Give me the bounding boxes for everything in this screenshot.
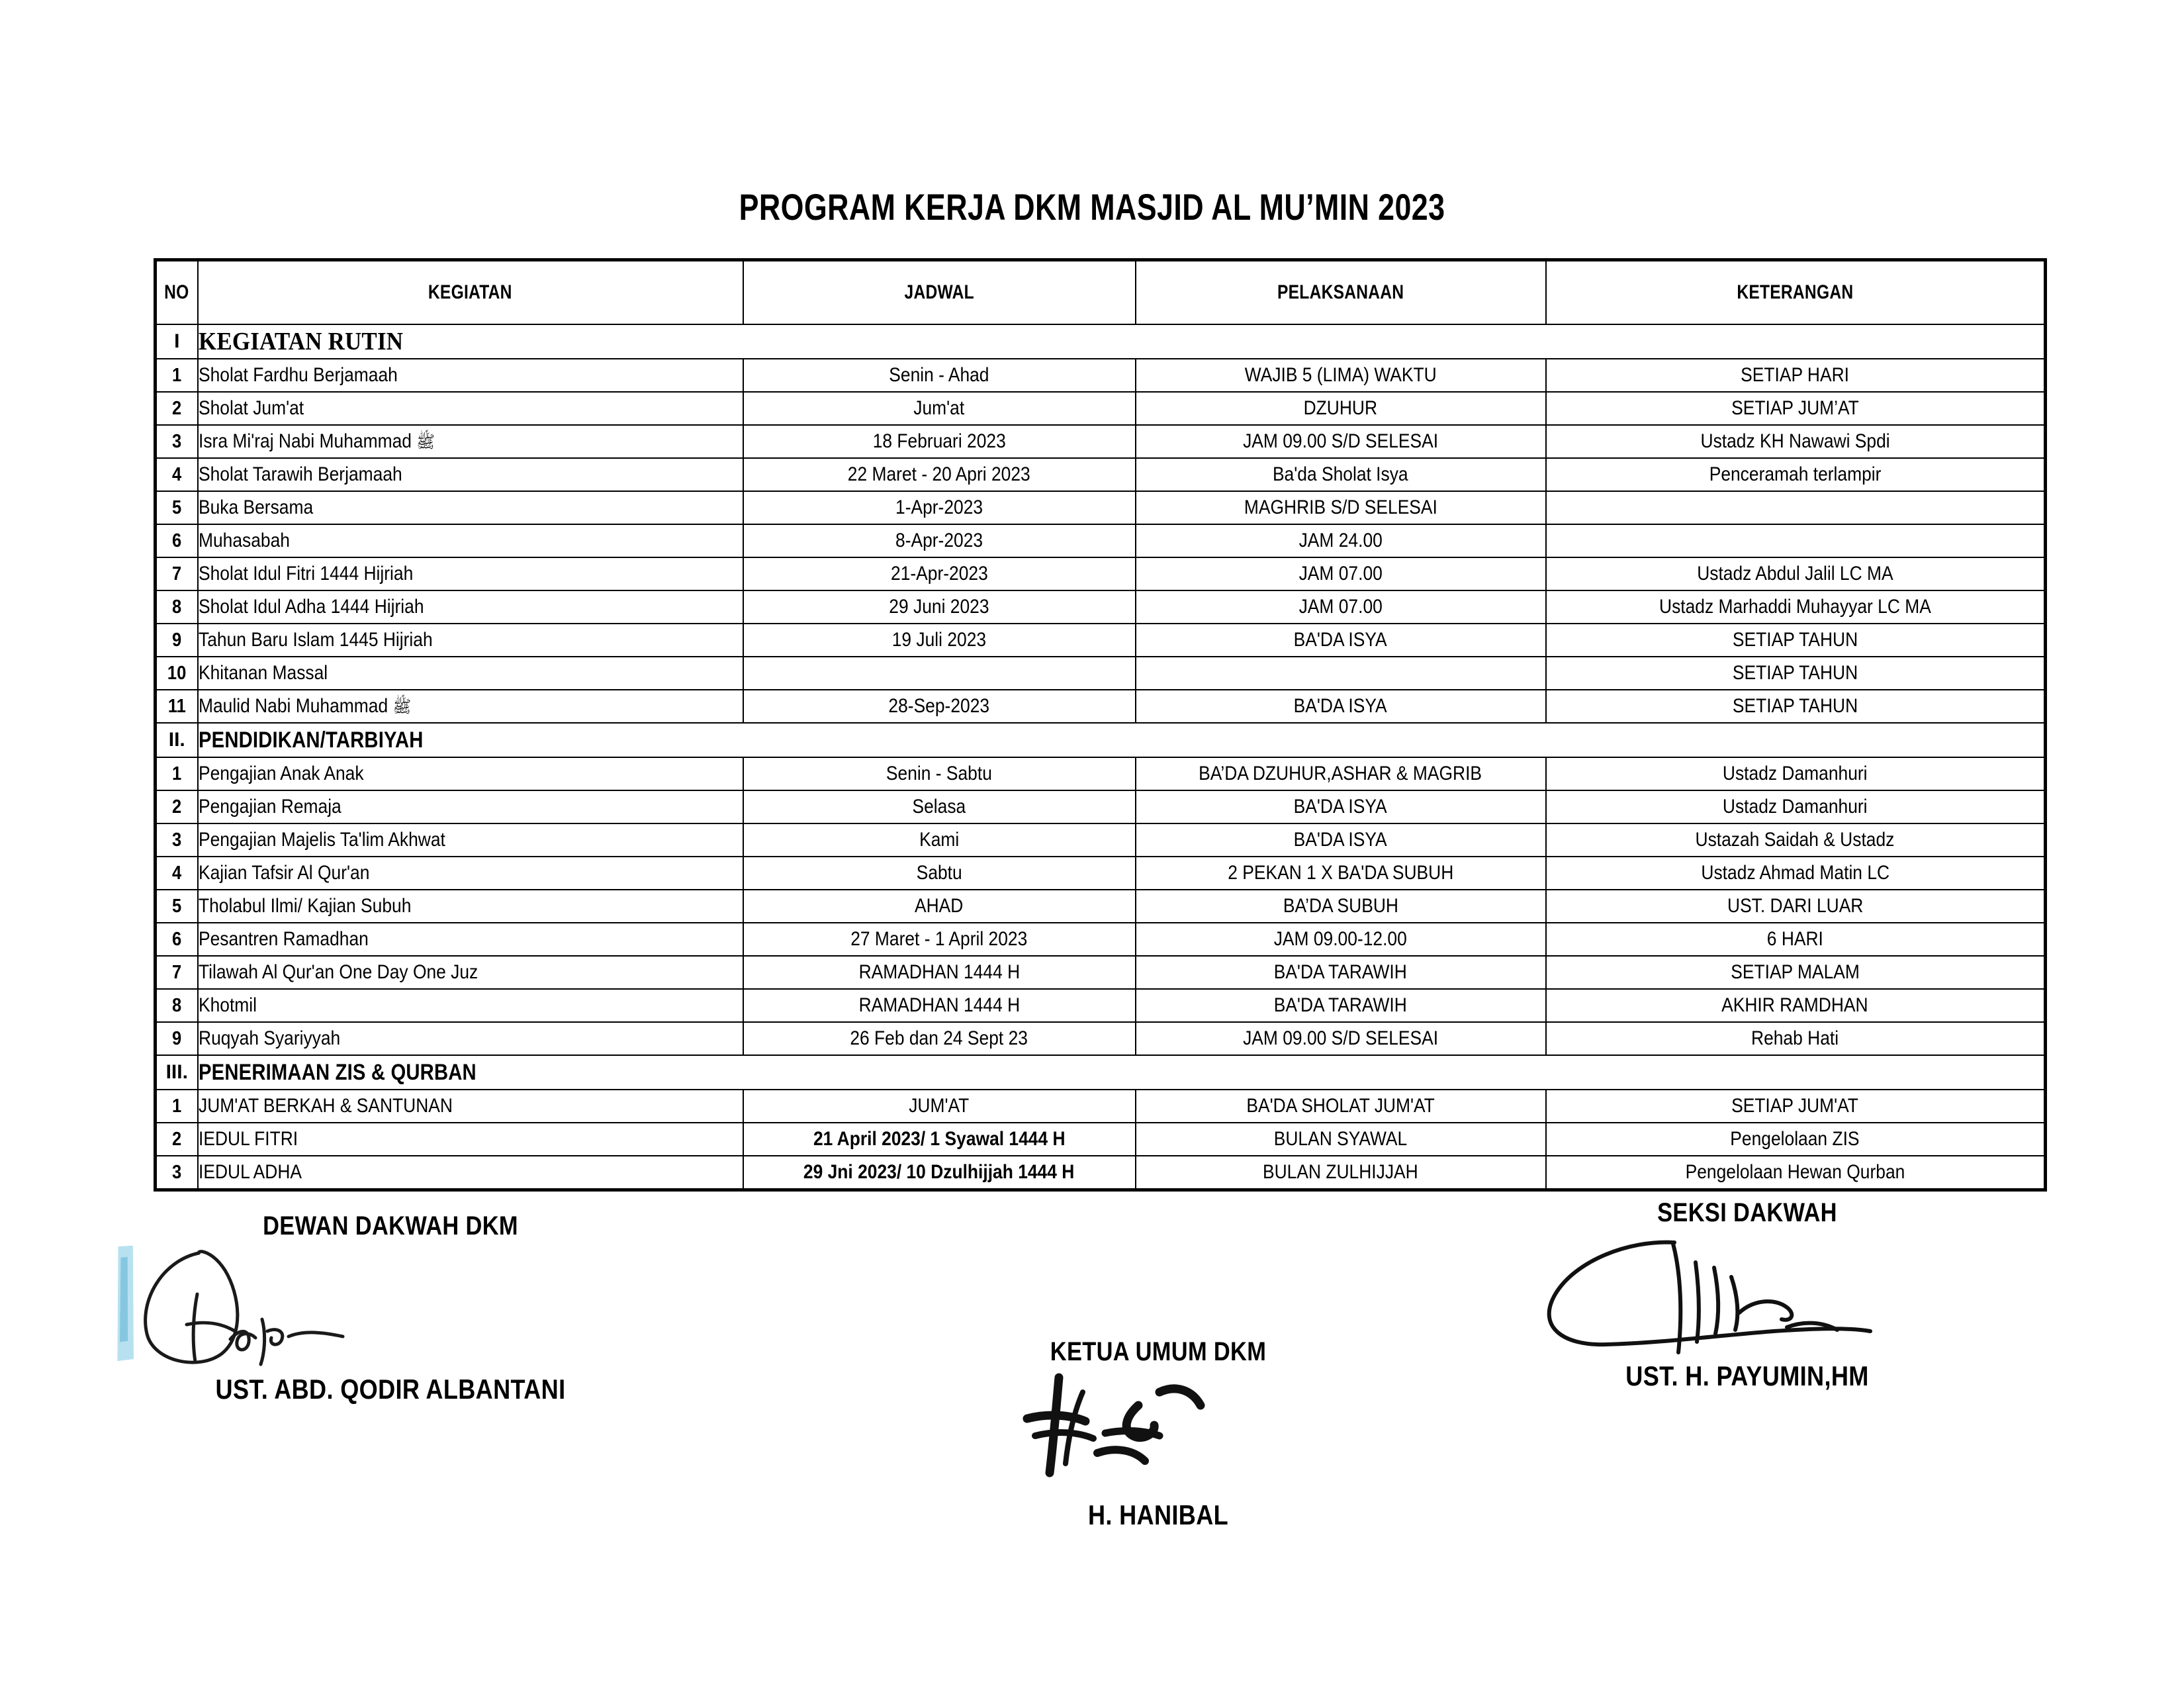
cell-kegiatan-text: Maulid Nabi Muhammad ﷺ bbox=[198, 695, 411, 717]
table-row bbox=[156, 989, 2046, 1022]
page-title: PROGRAM KERJA DKM MASJID AL MU’MIN 2023 bbox=[739, 186, 1445, 228]
cell-keterangan bbox=[1546, 491, 2046, 524]
cell-kegiatan bbox=[198, 524, 743, 557]
cell-jadwal bbox=[743, 458, 1136, 491]
cell-no bbox=[156, 890, 198, 923]
table-row bbox=[156, 956, 2046, 989]
cell-pelaksanaan bbox=[1136, 491, 1546, 524]
cell-no-text: 5 bbox=[172, 895, 182, 917]
cell-pelaksanaan bbox=[1136, 590, 1546, 624]
cell-no bbox=[156, 823, 198, 857]
cell-jadwal bbox=[743, 989, 1136, 1022]
signature-block-dewan-dakwah bbox=[99, 1211, 682, 1405]
cell-jadwal bbox=[743, 956, 1136, 989]
cell-kegiatan-text: Tilawah Al Qur'an One Day One Juz bbox=[198, 961, 478, 983]
cell-keterangan-text: Ustazah Saidah & Ustadz bbox=[1695, 829, 1895, 851]
cell-keterangan bbox=[1546, 989, 2046, 1022]
cell-pelaksanaan bbox=[1136, 757, 1546, 790]
cell-pelaksanaan-text: BA’DA DZUHUR,ASHAR & MAGRIB bbox=[1199, 763, 1482, 784]
table-row bbox=[156, 491, 2046, 524]
cell-keterangan-text: Ustadz Ahmad Matin LC bbox=[1700, 862, 1889, 884]
cell-no-text: 9 bbox=[172, 1027, 182, 1049]
sallallahu-alayhi-wasallam-icon: ﷺ bbox=[416, 432, 435, 452]
cell-jadwal bbox=[743, 1123, 1136, 1156]
column-header-label: NO bbox=[164, 281, 189, 303]
table-row bbox=[156, 657, 2046, 690]
section-title-label: PENERIMAAN ZIS & QURBAN bbox=[198, 1059, 477, 1085]
cell-jadwal-text: 28-Sep-2023 bbox=[888, 695, 990, 717]
cell-jadwal bbox=[743, 524, 1136, 557]
table-row bbox=[156, 1156, 2046, 1190]
column-header-jadwal bbox=[743, 260, 1136, 325]
cell-kegiatan bbox=[198, 491, 743, 524]
column-header-keterangan bbox=[1546, 260, 2046, 325]
section-title bbox=[198, 1055, 2046, 1090]
cell-kegiatan-text: Pengajian Remaja bbox=[198, 796, 341, 818]
cell-kegiatan bbox=[198, 458, 743, 491]
cell-jadwal-text: RAMADHAN 1444 H bbox=[858, 961, 1020, 983]
cell-keterangan-text: SETIAP JUM'AT bbox=[1731, 1095, 1859, 1117]
cell-pelaksanaan-text: BA'DA ISYA bbox=[1293, 796, 1388, 818]
cell-jadwal bbox=[743, 923, 1136, 956]
cell-jadwal-text: Senin - Sabtu bbox=[886, 763, 992, 784]
cell-keterangan-text: SETIAP HARI bbox=[1741, 364, 1850, 386]
cell-jadwal bbox=[743, 491, 1136, 524]
cell-keterangan bbox=[1546, 790, 2046, 823]
cell-jadwal-text: 26 Feb dan 24 Sept 23 bbox=[850, 1027, 1028, 1049]
cell-kegiatan bbox=[198, 557, 743, 590]
section-header-row bbox=[156, 723, 2046, 757]
cell-no-text: 1 bbox=[172, 1095, 182, 1117]
cell-kegiatan-text: Khitanan Massal bbox=[198, 662, 328, 684]
table-row bbox=[156, 425, 2046, 458]
cell-keterangan-text: UST. DARI LUAR bbox=[1727, 895, 1863, 917]
cell-pelaksanaan bbox=[1136, 458, 1546, 491]
cell-kegiatan bbox=[198, 757, 743, 790]
table-row bbox=[156, 923, 2046, 956]
cell-pelaksanaan bbox=[1136, 1090, 1546, 1123]
cell-no-text: 3 bbox=[172, 1161, 182, 1183]
cell-pelaksanaan-text: JAM 07.00 bbox=[1298, 596, 1383, 618]
cell-pelaksanaan bbox=[1136, 557, 1546, 590]
handwritten-signature-icon bbox=[1476, 1228, 2019, 1360]
cell-pelaksanaan bbox=[1136, 1123, 1546, 1156]
cell-pelaksanaan-text: BULAN SYAWAL bbox=[1273, 1128, 1408, 1150]
cell-jadwal bbox=[743, 359, 1136, 392]
cell-no bbox=[156, 557, 198, 590]
cell-no bbox=[156, 392, 198, 425]
cell-pelaksanaan-text: BA'DA ISYA bbox=[1293, 695, 1388, 717]
cell-jadwal bbox=[743, 890, 1136, 923]
signature-name: UST. H. PAYUMIN,HM bbox=[1625, 1360, 1869, 1391]
cell-kegiatan bbox=[198, 359, 743, 392]
cell-no bbox=[156, 458, 198, 491]
cell-kegiatan-text: Kajian Tafsir Al Qur'an bbox=[198, 862, 369, 884]
table-row bbox=[156, 790, 2046, 823]
cell-pelaksanaan bbox=[1136, 392, 1546, 425]
cell-no-text: 4 bbox=[172, 463, 182, 485]
cell-kegiatan bbox=[198, 690, 743, 723]
column-header-pelaksanaan bbox=[1136, 260, 1546, 325]
cell-keterangan bbox=[1546, 1123, 2046, 1156]
cell-keterangan bbox=[1546, 823, 2046, 857]
section-numeral: I bbox=[156, 324, 198, 359]
cell-no bbox=[156, 624, 198, 657]
cell-jadwal-text: 29 Juni 2023 bbox=[889, 596, 989, 618]
cell-pelaksanaan-text: JAM 09.00-12.00 bbox=[1273, 928, 1408, 950]
column-header-kegiatan bbox=[198, 260, 743, 325]
cell-jadwal bbox=[743, 657, 1136, 690]
cell-keterangan-text: AKHIR RAMDHAN bbox=[1721, 994, 1868, 1016]
cell-pelaksanaan-text: BA’DA SUBUH bbox=[1283, 895, 1398, 917]
cell-pelaksanaan bbox=[1136, 1156, 1546, 1190]
cell-kegiatan-text: IEDUL ADHA bbox=[198, 1161, 302, 1183]
cell-keterangan-text: SETIAP MALAM bbox=[1730, 961, 1860, 983]
cell-jadwal-text: 29 Jni 2023/ 10 Dzulhijjah 1444 H bbox=[803, 1161, 1075, 1183]
cell-kegiatan-text: Khotmil bbox=[198, 994, 257, 1016]
cell-pelaksanaan bbox=[1136, 890, 1546, 923]
cell-pelaksanaan bbox=[1136, 956, 1546, 989]
cell-keterangan-text: Ustadz Damanhuri bbox=[1722, 796, 1868, 818]
cell-no bbox=[156, 1090, 198, 1123]
cell-pelaksanaan-text: JAM 24.00 bbox=[1298, 530, 1383, 551]
cell-no-text: 9 bbox=[172, 629, 182, 651]
cell-no bbox=[156, 1123, 198, 1156]
signature-name: H. HANIBAL bbox=[1087, 1499, 1229, 1530]
cell-pelaksanaan-text: 2 PEKAN 1 X BA'DA SUBUH bbox=[1227, 862, 1454, 884]
cell-pelaksanaan-text: BA'DA ISYA bbox=[1293, 829, 1388, 851]
signature-block-seksi-dakwah bbox=[1476, 1198, 2019, 1392]
table-row bbox=[156, 557, 2046, 590]
cell-keterangan bbox=[1546, 956, 2046, 989]
cell-no-text: 8 bbox=[172, 596, 182, 618]
cell-keterangan bbox=[1546, 359, 2046, 392]
cell-kegiatan bbox=[198, 823, 743, 857]
cell-pelaksanaan bbox=[1136, 359, 1546, 392]
cell-keterangan bbox=[1546, 923, 2046, 956]
cell-keterangan-text: 6 HARI bbox=[1766, 928, 1823, 950]
cell-jadwal bbox=[743, 823, 1136, 857]
cell-pelaksanaan-text: Ba'da Sholat Isya bbox=[1273, 463, 1408, 485]
cell-no bbox=[156, 657, 198, 690]
cell-no-text: 3 bbox=[172, 430, 182, 452]
cell-jadwal bbox=[743, 1156, 1136, 1190]
cell-kegiatan-text: Ruqyah Syariyyah bbox=[198, 1027, 340, 1049]
cell-jadwal bbox=[743, 1022, 1136, 1055]
cell-pelaksanaan-text: BULAN ZULHIJJAH bbox=[1263, 1161, 1418, 1183]
section-header-row bbox=[156, 1055, 2046, 1090]
cell-keterangan-text: Ustadz Damanhuri bbox=[1722, 763, 1868, 784]
cell-pelaksanaan bbox=[1136, 1022, 1546, 1055]
cell-keterangan bbox=[1546, 690, 2046, 723]
cell-keterangan-text: SETIAP TAHUN bbox=[1732, 695, 1858, 717]
column-header-label: PELAKSANAAN bbox=[1277, 281, 1404, 303]
cell-kegiatan-text: Sholat Jum'at bbox=[198, 397, 304, 419]
cell-keterangan bbox=[1546, 1156, 2046, 1190]
cell-kegiatan bbox=[198, 890, 743, 923]
cell-no-text: 1 bbox=[172, 763, 182, 784]
cell-kegiatan bbox=[198, 1022, 743, 1055]
table-row bbox=[156, 392, 2046, 425]
cell-keterangan bbox=[1546, 890, 2046, 923]
cell-kegiatan-text: Sholat Fardhu Berjamaah bbox=[198, 364, 398, 386]
cell-no bbox=[156, 1022, 198, 1055]
column-header-label: JADWAL bbox=[904, 281, 974, 303]
cell-no-text: 4 bbox=[172, 862, 182, 884]
cell-no-text: 10 bbox=[167, 662, 187, 684]
cell-no bbox=[156, 989, 198, 1022]
cell-no-text: 5 bbox=[172, 496, 182, 518]
table-row bbox=[156, 590, 2046, 624]
cell-no bbox=[156, 923, 198, 956]
cell-no bbox=[156, 359, 198, 392]
cell-pelaksanaan-text: DZUHUR bbox=[1303, 397, 1378, 419]
cell-jadwal bbox=[743, 1090, 1136, 1123]
cell-pelaksanaan bbox=[1136, 823, 1546, 857]
cell-no-text: 2 bbox=[172, 1128, 182, 1150]
cell-jadwal bbox=[743, 392, 1136, 425]
cell-no bbox=[156, 491, 198, 524]
cell-jadwal bbox=[743, 590, 1136, 624]
cell-kegiatan bbox=[198, 624, 743, 657]
cell-keterangan-text: Ustadz Abdul Jalil LC MA bbox=[1697, 563, 1893, 585]
cell-pelaksanaan-text: JAM 07.00 bbox=[1298, 563, 1383, 585]
cell-no bbox=[156, 590, 198, 624]
cell-kegiatan bbox=[198, 790, 743, 823]
table-row bbox=[156, 690, 2046, 723]
signature-role: SEKSI DAKWAH bbox=[1657, 1198, 1837, 1227]
cell-kegiatan-text: JUM'AT BERKAH & SANTUNAN bbox=[198, 1095, 453, 1117]
cell-kegiatan bbox=[198, 1156, 743, 1190]
cell-jadwal-text: 19 Juli 2023 bbox=[891, 629, 987, 651]
program-kerja-table bbox=[154, 258, 2047, 1192]
cell-jadwal bbox=[743, 790, 1136, 823]
signature-role: KETUA UMUM DKM bbox=[1050, 1337, 1267, 1366]
cell-jadwal-text: 21-Apr-2023 bbox=[890, 563, 988, 585]
section-title-label: PENDIDIKAN/TARBIYAH bbox=[198, 727, 424, 753]
cell-pelaksanaan bbox=[1136, 425, 1546, 458]
cell-keterangan-text: Ustadz KH Nawawi Spdi bbox=[1700, 430, 1890, 452]
cell-jadwal-text: JUM'AT bbox=[909, 1095, 970, 1117]
cell-no-text: 11 bbox=[167, 695, 186, 717]
cell-pelaksanaan-text: BA'DA SHOLAT JUM'AT bbox=[1246, 1095, 1435, 1117]
section-title bbox=[198, 723, 2046, 757]
cell-no-text: 8 bbox=[172, 994, 182, 1016]
cell-jadwal bbox=[743, 425, 1136, 458]
cell-pelaksanaan bbox=[1136, 857, 1546, 890]
cell-pelaksanaan bbox=[1136, 923, 1546, 956]
cell-keterangan-text: SETIAP TAHUN bbox=[1732, 662, 1858, 684]
table-row bbox=[156, 823, 2046, 857]
cell-jadwal-text: Kami bbox=[919, 829, 960, 851]
cell-jadwal-text: Sabtu bbox=[916, 862, 962, 884]
column-header-no bbox=[156, 260, 198, 325]
cell-kegiatan bbox=[198, 1123, 743, 1156]
cell-kegiatan-text: Sholat Tarawih Berjamaah bbox=[198, 463, 402, 485]
cell-pelaksanaan bbox=[1136, 624, 1546, 657]
cell-pelaksanaan-text: BA'DA TARAWIH bbox=[1273, 961, 1408, 983]
table-row bbox=[156, 624, 2046, 657]
cell-jadwal-text: 27 Maret - 1 April 2023 bbox=[850, 928, 1028, 950]
cell-kegiatan bbox=[198, 923, 743, 956]
cell-kegiatan bbox=[198, 590, 743, 624]
cell-jadwal bbox=[743, 857, 1136, 890]
cell-jadwal-text: 8-Apr-2023 bbox=[895, 530, 983, 551]
cell-jadwal-text: 21 April 2023/ 1 Syawal 1444 H bbox=[813, 1128, 1066, 1150]
cell-jadwal-text: RAMADHAN 1444 H bbox=[858, 994, 1020, 1016]
cell-jadwal bbox=[743, 624, 1136, 657]
cell-no-text: 7 bbox=[172, 961, 182, 983]
table-row bbox=[156, 757, 2046, 790]
sallallahu-alayhi-wasallam-icon: ﷺ bbox=[392, 697, 411, 717]
cell-no bbox=[156, 956, 198, 989]
cell-kegiatan bbox=[198, 392, 743, 425]
cell-keterangan bbox=[1546, 524, 2046, 557]
cell-no bbox=[156, 1156, 198, 1190]
cell-kegiatan bbox=[198, 956, 743, 989]
cell-kegiatan bbox=[198, 657, 743, 690]
cell-kegiatan bbox=[198, 425, 743, 458]
signature-role: DEWAN DAKWAH DKM bbox=[263, 1211, 518, 1241]
table-row bbox=[156, 857, 2046, 890]
cell-kegiatan-text: IEDUL FITRI bbox=[198, 1128, 298, 1150]
table-row bbox=[156, 890, 2046, 923]
cell-keterangan bbox=[1546, 1090, 2046, 1123]
cell-keterangan-text: Pengelolaan Hewan Qurban bbox=[1685, 1161, 1905, 1183]
cell-kegiatan-text: Sholat Idul Fitri 1444 Hijriah bbox=[198, 563, 413, 585]
cell-pelaksanaan bbox=[1136, 790, 1546, 823]
column-header-label: KETERANGAN bbox=[1737, 281, 1854, 303]
column-header-label: KEGIATAN bbox=[428, 281, 512, 303]
cell-keterangan bbox=[1546, 557, 2046, 590]
cell-no-text: 6 bbox=[172, 928, 182, 950]
cell-keterangan bbox=[1546, 757, 2046, 790]
cell-pelaksanaan bbox=[1136, 524, 1546, 557]
cell-no bbox=[156, 790, 198, 823]
cell-pelaksanaan-text: MAGHRIB S/D SELESAI bbox=[1244, 496, 1437, 518]
table-row bbox=[156, 359, 2046, 392]
table-row bbox=[156, 1022, 2046, 1055]
cell-kegiatan-text: Tholabul Ilmi/ Kajian Subuh bbox=[198, 895, 411, 917]
cell-no-text: 2 bbox=[172, 796, 182, 818]
handwritten-signature-icon bbox=[927, 1367, 1390, 1499]
cell-keterangan-text: Penceramah terlampir bbox=[1709, 463, 1882, 485]
cell-no bbox=[156, 757, 198, 790]
cell-kegiatan bbox=[198, 1090, 743, 1123]
cell-jadwal-text: Senin - Ahad bbox=[889, 364, 989, 386]
table-row bbox=[156, 1090, 2046, 1123]
cell-keterangan bbox=[1546, 657, 2046, 690]
cell-jadwal bbox=[743, 690, 1136, 723]
cell-keterangan-text: SETIAP TAHUN bbox=[1732, 629, 1858, 651]
table-row bbox=[156, 458, 2046, 491]
cell-keterangan-text: SETIAP JUM’AT bbox=[1731, 397, 1859, 419]
cell-pelaksanaan-text: JAM 09.00 S/D SELESAI bbox=[1243, 1027, 1438, 1049]
cell-pelaksanaan bbox=[1136, 989, 1546, 1022]
cell-kegiatan-text: Pengajian Majelis Ta'lim Akhwat bbox=[198, 829, 445, 851]
cell-jadwal-text: AHAD bbox=[915, 895, 964, 917]
cell-pelaksanaan bbox=[1136, 690, 1546, 723]
cell-kegiatan-text: Tahun Baru Islam 1445 Hijriah bbox=[198, 629, 433, 651]
cell-keterangan bbox=[1546, 392, 2046, 425]
cell-no bbox=[156, 857, 198, 890]
cell-jadwal bbox=[743, 557, 1136, 590]
section-numeral: II. bbox=[156, 723, 198, 757]
cell-no-text: 3 bbox=[172, 829, 182, 851]
section-title bbox=[198, 324, 2046, 359]
cell-pelaksanaan bbox=[1136, 657, 1546, 690]
cell-keterangan bbox=[1546, 624, 2046, 657]
cell-kegiatan bbox=[198, 989, 743, 1022]
cell-kegiatan-text: Buka Bersama bbox=[198, 496, 313, 518]
cell-kegiatan bbox=[198, 857, 743, 890]
cell-no bbox=[156, 425, 198, 458]
cell-kegiatan-text: Pesantren Ramadhan bbox=[198, 928, 369, 950]
cell-no bbox=[156, 524, 198, 557]
signature-name: UST. ABD. QODIR ALBANTANI bbox=[215, 1374, 566, 1405]
cell-keterangan-text: Rehab Hati bbox=[1751, 1027, 1839, 1049]
cell-jadwal-text: Selasa bbox=[912, 796, 966, 818]
cell-jadwal-text: 1-Apr-2023 bbox=[895, 496, 983, 518]
cell-pelaksanaan-text: WAJIB 5 (LIMA) WAKTU bbox=[1244, 364, 1437, 386]
cell-keterangan bbox=[1546, 590, 2046, 624]
cell-keterangan-text: Ustadz Marhaddi Muhayyar LC MA bbox=[1659, 596, 1931, 618]
cell-keterangan bbox=[1546, 1022, 2046, 1055]
cell-pelaksanaan-text: JAM 09.00 S/D SELESAI bbox=[1243, 430, 1438, 452]
cell-keterangan bbox=[1546, 425, 2046, 458]
table-row bbox=[156, 1123, 2046, 1156]
section-header-row bbox=[156, 324, 2046, 359]
cell-keterangan-text: Pengelolaan ZIS bbox=[1730, 1128, 1860, 1150]
cell-pelaksanaan-text: BA'DA ISYA bbox=[1293, 629, 1388, 651]
cell-no-text: 2 bbox=[172, 397, 182, 419]
cell-jadwal-text: 22 Maret - 20 Apri 2023 bbox=[848, 463, 1030, 485]
cell-kegiatan-text: Pengajian Anak Anak bbox=[198, 763, 364, 784]
cell-no-text: 7 bbox=[172, 563, 182, 585]
handwritten-signature-icon bbox=[99, 1241, 682, 1374]
cell-pelaksanaan-text: BA'DA TARAWIH bbox=[1273, 994, 1408, 1016]
table-header-row bbox=[156, 260, 2046, 325]
cell-no-text: 1 bbox=[172, 364, 182, 386]
cell-no-text: 6 bbox=[172, 530, 182, 551]
cell-no bbox=[156, 690, 198, 723]
cell-kegiatan-text: Sholat Idul Adha 1444 Hijriah bbox=[198, 596, 424, 618]
section-title-label: KEGIATAN RUTIN bbox=[198, 328, 403, 355]
cell-keterangan bbox=[1546, 857, 2046, 890]
signature-block-ketua-umum bbox=[927, 1337, 1390, 1531]
cell-jadwal-text: 18 Februari 2023 bbox=[872, 430, 1006, 452]
section-numeral: III. bbox=[156, 1055, 198, 1090]
table-row bbox=[156, 524, 2046, 557]
cell-keterangan bbox=[1546, 458, 2046, 491]
cell-kegiatan-text: Isra Mi'raj Nabi Muhammad ﷺ bbox=[198, 430, 435, 452]
cell-jadwal-text: Jum'at bbox=[913, 397, 965, 419]
cell-jadwal bbox=[743, 757, 1136, 790]
cell-kegiatan-text: Muhasabah bbox=[198, 530, 290, 551]
